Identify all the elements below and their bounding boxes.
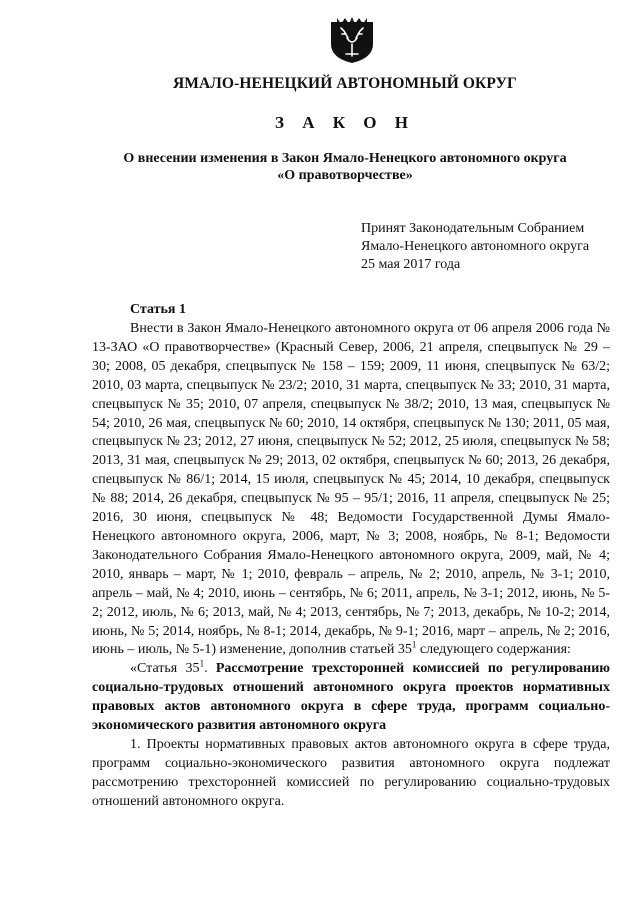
- new-article-superscript: 1: [199, 658, 205, 669]
- article-heading: Статья 1: [130, 302, 186, 317]
- adoption-line-2: Ямало-Ненецкого автономного округа: [361, 239, 590, 254]
- new-article-heading: [92, 660, 610, 736]
- superscript: 1: [411, 639, 417, 650]
- title-line-1: О внесении изменения в Закон Ямало-Ненецкого автономного округа: [123, 151, 567, 166]
- title-line-2: «О правотворчестве»: [277, 168, 413, 183]
- new-article-prefix: «Статья 35: [130, 661, 200, 677]
- adoption-date: 25 мая 2017 года: [361, 257, 461, 272]
- document-title: [100, 150, 590, 184]
- new-article-title: Рассмотрение трехсторонней комиссией по регулированию социально-трудовых отношений автономного округа проектов нормативных правовых актов автономного округа в сфере труда, программ социально-экономического развития автономного округа: [92, 661, 610, 734]
- main-paragraph-text: Внести в Закон Ямало-Ненецкого автономного округа от 06 апреля 2006 года № 13-ЗАО «О правотворчестве» (Красный Север, 2006, 21 апреля, спецвыпуск № 29 – 30; 2008, 05 декабря, спецвыпуск № 158 – 159; 2009, 11 июня, спецвыпуск № 63/2; 2010, 03 марта, спецвыпуск № 23/2; 2010, 31 марта, спецвыпуск № 33; 2010, 31 марта, спецвыпуск № 35; 2010, 07 апреля, спецвыпуск № 38/2; 2010, 13 мая, спецвыпуск № 54; 2010, 26 мая, спецвыпуск № 60; 2010, 14 октября, спецвыпуск № 130; 2011, 05 мая, спецвыпуск № 23; 2012, 27 июня, спецвыпуск № 52; 2012, 25 июля, спецвыпуск № 58; 2013, 31 мая, спецвыпуск № 29; 2013, 02 октября, спецвыпуск № 60; 2013, 26 декабря, спецвыпуск № 86/1; 2014, 15 июля, спецвыпуск № 45; 2014, 10 декабря, спецвыпуск № 88; 2014, 26 декабря, спецвыпуск № 95 – 95/1; 2016, 11 апреля, спецвыпуск № 25; 2016, 30 июня, спецвыпуск № 48; Ведомости Государственной Думы Ямало-Ненецкого автономного округа, 2006, март, № 3; 2008, ноябрь, № 8-1; Ведомости Законодательного Собрания Ямало-Ненецкого автономного округа, 2009, май, № 4; 2010, январь – март, № 1; 2010, февраль – апрель, № 2; 2010, апрель, № 3-1; 2010, апрель – май, № 4; 2010, июнь – сентябрь, № 6; 2011, апрель, № 3-1; 2012, июнь, № 5-2; 2012, июль, № 6; 2013, май, № 4; 2013, сентябрь, № 7; 2013, декабрь, № 10-2; 2014, июнь, № 5; 2014, ноябрь, № 8-1; 2014, декабрь, № 9-1; 2016, март – апрель, № 2; 2016, июнь – июль, № 5-1) изменение, дополнив статьей 35: [92, 321, 610, 658]
- new-article-dot: .: [204, 661, 208, 677]
- adoption-block: [361, 220, 631, 274]
- adoption-line-1: Принят Законодательным Собранием: [361, 221, 585, 236]
- article-body: [92, 320, 610, 812]
- region-name: ЯМАЛО-НЕНЕЦКИЙ АВТОНОМНЫЙ ОКРУГ: [172, 75, 518, 92]
- document-type: З А К О Н: [274, 113, 416, 132]
- coat-of-arms-icon: [329, 16, 375, 64]
- clause-1: 1. Проекты нормативных правовых актов автономного округа в сфере труда, программ социально-экономического развития автономного округа подлежат рассмотрению трехсторонней комиссией по регулированию социально-трудовых отношений автономного округа.: [92, 736, 610, 809]
- main-paragraph: [92, 320, 610, 660]
- main-paragraph-end: следующего содержания:: [416, 642, 571, 658]
